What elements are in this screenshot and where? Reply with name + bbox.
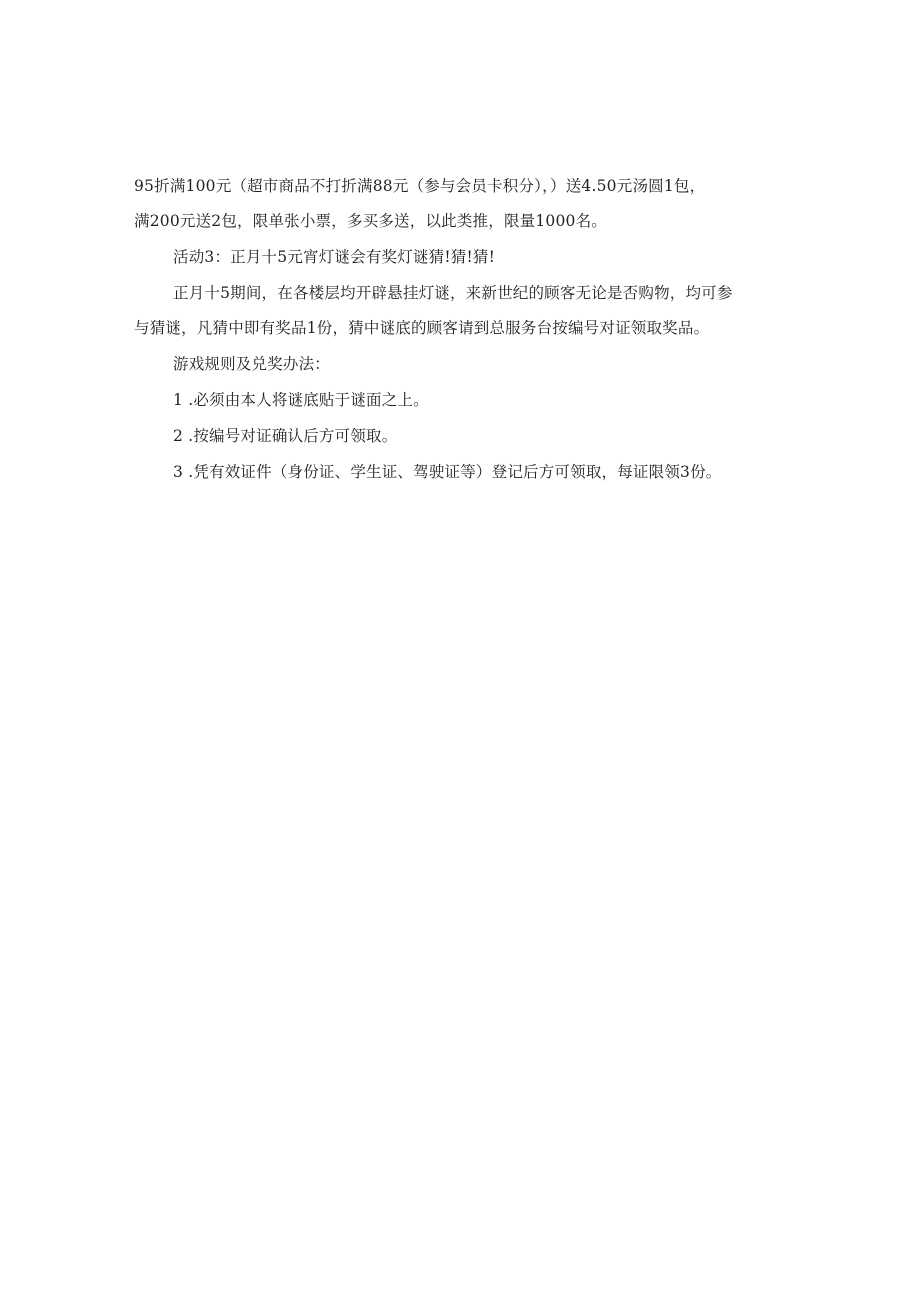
rule-item-2: 2 .按编号对证确认后方可领取。 (173, 427, 398, 445)
rule-item-1: 1 .必须由本人将谜底贴于谜面之上。 (173, 391, 429, 409)
promo-text-line-1: 95折满100元（超市商品不打折满88元（参与会员卡积分），）送4.50元汤圆1包， (134, 177, 706, 195)
rule-item-3: 3 .凭有效证件（身份证、学生证、驾驶证等）登记后方可领取，每证限领3份。 (173, 463, 722, 481)
activity-3-heading: 活动3：正月十5元宵灯谜会有奖灯谜猜!猜!猜! (173, 248, 496, 266)
rules-heading: 游戏规则及兑奖办法： (173, 355, 331, 373)
activity-3-description-line-1: 正月十5期间，在各楼层均开辟悬挂灯谜，来新世纪的顾客无论是否购物，均可参 (173, 284, 733, 302)
activity-3-description-line-2: 与猜谜，凡猜中即有奖品1份，猜中谜底的顾客请到总服务台按编号对证领取奖品。 (134, 319, 710, 337)
promo-text-line-2: 满200元送2包，限单张小票，多买多送，以此类推，限量1000名。 (134, 212, 607, 230)
